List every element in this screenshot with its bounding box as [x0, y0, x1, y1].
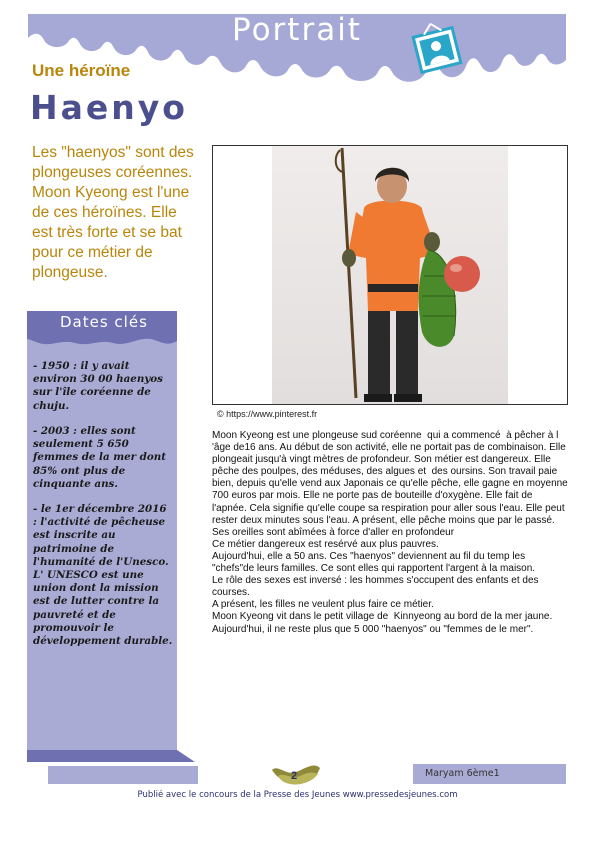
- kicker-label: Une héroïne: [32, 61, 131, 80]
- date-item-2003: - 2003 : elles sont seulement 5 650 femmes de la mer dont 85% ont plus de cinquante ans.: [33, 425, 166, 490]
- article-body: Moon Kyeong est une plongeuse sud coréenne qui a commencé à pêcher à l 'âge de16 ans. Au début de son activité, elle ne portait pas de combinaison. Elle plongeait jusqu'à vingt mètres de profondeur. Son métier est dangereux. Elle pêche des poulpes, des méduses, des algues et des oursins. Son travail paie bien, depuis qu'elle vend aux Japonais ce qu'elle pêche, elle gagne en moyenne 700 euros par mois. Elle ne porte pas de bouteille d'oxygène. Elle fait de l'apnée. Cela signifie qu'elle coupe sa respiration pour aller sous l'eau. Elle peut rester deux minutes sous l'eau. A présent, elle pêche moins que par le passé. Ses oreilles sont abîmées à force d'aller en profondeur Ce métier dangereux est resérvé aux plus pauvres. Aujourd'hui, elle a 50 ans. Ces "haenyos" deviennent au fil du temp les "chefs"de leurs familles. Ce sont elles qui rapportent l'argent à la maison. Le rôle des sexes est inversé : les hommes s'occupent des enfants et des courses. A présent, les filles ne veulent plus faire ce métier. Moon Kyeong vit dans le petit village de Kinnyeong au bord de la mer jaune. Aujourd'hui, il ne reste plus que 5 000 "haenyos" ou "femmes de le mer".: [212, 430, 568, 635]
- lead-paragraph: Les "haenyos" sont des plongeuses coréennes. Moon Kyeong est l'une de ces héroïnes. Elle est très forte et se bat pour ce métier de plongeuse.: [32, 144, 194, 281]
- section-banner-title: Portrait: [232, 12, 362, 48]
- footer-left-bar: [48, 766, 198, 784]
- photo-credit: © https://www.pinterest.fr: [217, 409, 318, 419]
- unesco-note: L' UNESCO est une union dont la mission est de lutter contre la pauvreté et de promouvoir le développement durable.: [33, 569, 173, 648]
- page-number: 2: [291, 770, 298, 782]
- date-item-2016: - le 1er décembre 2016 : l'activité de pêcheuse est inscrite au patrimoine de l'humanité de l'Unesco.: [33, 503, 169, 568]
- portrait-frame-icon: [408, 18, 466, 76]
- sidebar-footer-tail: [27, 750, 195, 762]
- sidebar-title: Dates clés: [60, 313, 148, 331]
- article-headline: Haenyo: [30, 88, 188, 127]
- haenyo-diver-photo: [272, 146, 508, 404]
- author-name: Maryam 6ème1: [425, 768, 500, 779]
- publisher-credit-line: Publié avec le concours de la Presse des Jeunes www.pressedesjeunes.com: [137, 790, 458, 800]
- date-item-1950: - 1950 : il y avait environ 30 00 haenyos sur l'île coréenne de chuju.: [33, 360, 163, 412]
